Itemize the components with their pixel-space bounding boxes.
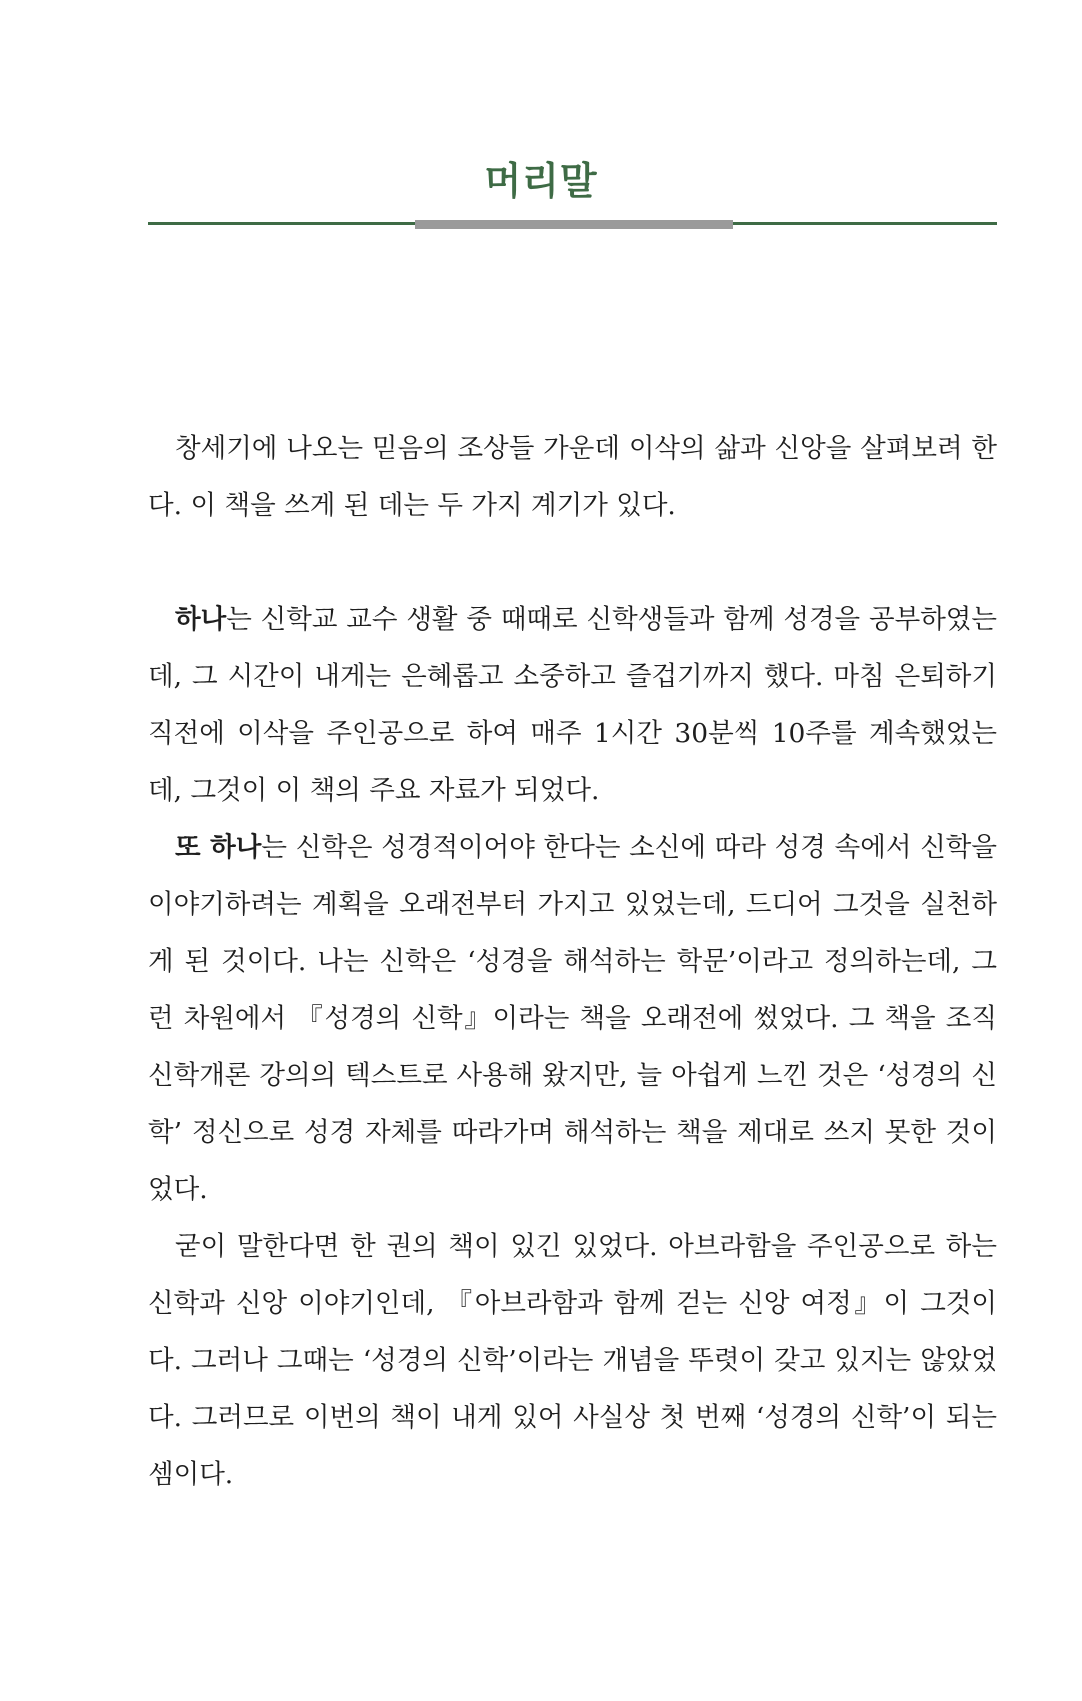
paragraph-conclusion <box>148 1218 997 1503</box>
paragraph-lead: 또 하나 <box>175 832 262 863</box>
paragraph-intro <box>148 420 997 534</box>
paragraph-text: 창세기에 나오는 믿음의 조상들 가운데 이삭의 삶과 신앙을 살펴보려 한다. 이 책을 쓰게 된 데는 두 가지 계기가 있다. <box>148 433 997 521</box>
page-title: 머리말 <box>484 159 598 203</box>
paragraph-text: 는 신학교 교수 생활 중 때때로 신학생들과 함께 성경을 공부하였는데, 그 시간이 내게는 은혜롭고 소중하고 즐겁기까지 했다. 마침 은퇴하기 직전에 이삭을 주인공으로 하여 매주 1시간 30분씩 10주를 계속했었는데, 그것이 이 책의 주요 자료가 되었다. <box>148 604 997 806</box>
paragraph-second-reason <box>148 819 997 1218</box>
paragraph-text: 는 신학은 성경적이어야 한다는 소신에 따라 성경 속에서 신학을 이야기하려는 계획을 오래전부터 가지고 있었는데, 드디어 그것을 실천하게 된 것이다. 나는 신학은 ‘성경을 해석하는 학문’이라고 정의하는데, 그런 차원에서 『성경의 신학』이라는 책을 오래전에 썼었다. 그 책을 조직신학개론 강의의 텍스트로 사용해 왔지만, 늘 아쉽게 느낀 것은 ‘성경의 신학’ 정신으로 성경 자체를 따라가며 해석하는 책을 제대로 쓰지 못한 것이었다. <box>148 832 997 1205</box>
paragraph-first-reason <box>148 591 997 819</box>
paragraph-text: 굳이 말한다면 한 권의 책이 있긴 있었다. 아브라함을 주인공으로 하는 신학과 신앙 이야기인데, 『아브라함과 함께 걷는 신앙 여정』이 그것이다. 그러나 그때는 ‘성경의 신학’이라는 개념을 뚜렷이 갖고 있지는 않았었다. 그러므로 이번의 책이 내게 있어 사실상 첫 번째 ‘성경의 신학’이 되는 셈이다. <box>148 1231 997 1490</box>
paragraph-lead: 하나 <box>175 604 227 635</box>
title-rule-accent <box>415 220 733 229</box>
preface-body <box>148 420 997 1503</box>
